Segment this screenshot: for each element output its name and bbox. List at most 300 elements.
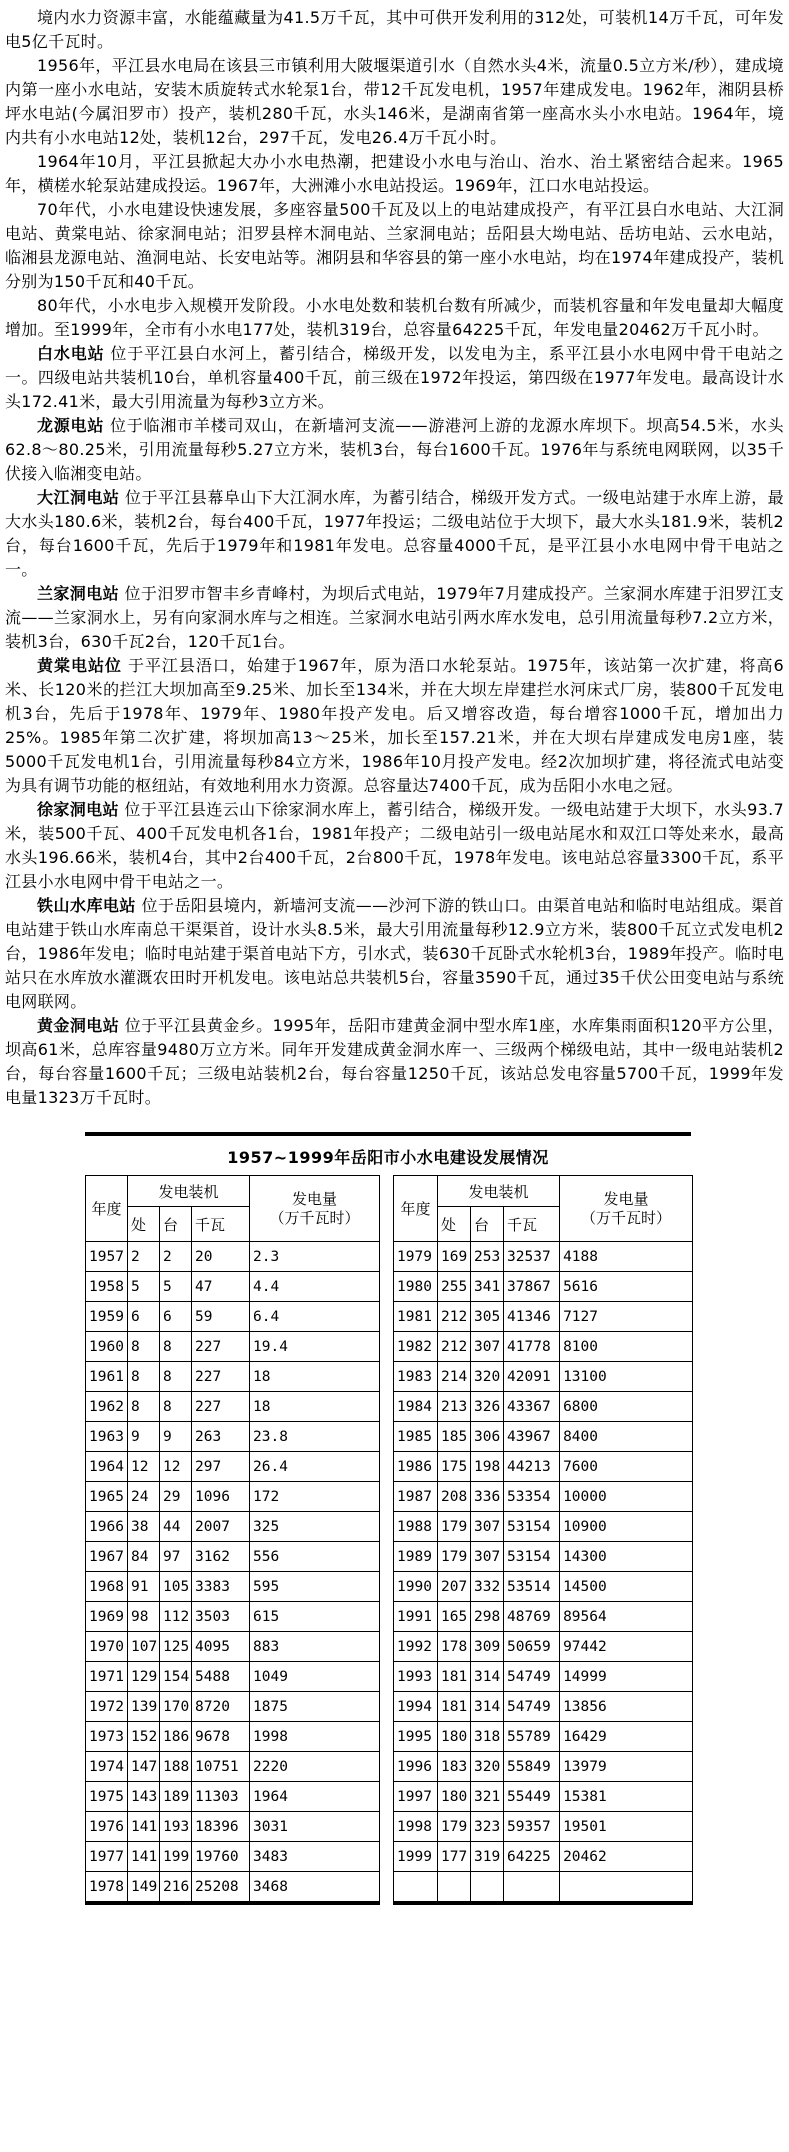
value-cell: 341 [471, 1272, 504, 1302]
table-row [86, 1392, 380, 1422]
value-cell: 13856 [560, 1692, 693, 1722]
paragraph: 80年代，小水电步入规模开发阶段。小水电处数和装机台数有所减少，而装机容量和年发电量却大幅度增加。至1999年，全市有小水电177处，装机319台，总容量64225千瓦，年发电量20462万千瓦小时。 [5, 296, 784, 339]
value-cell: 55789 [504, 1722, 560, 1752]
value-cell: 149 [128, 1872, 160, 1904]
value-cell: 25208 [192, 1872, 250, 1904]
year-cell: 1960 [86, 1332, 128, 1362]
value-cell: 1998 [250, 1722, 380, 1752]
value-cell: 180 [438, 1782, 471, 1812]
value-cell: 152 [128, 1722, 160, 1752]
header-year: 年度 [86, 1176, 128, 1242]
value-cell: 208 [438, 1482, 471, 1512]
value-cell: 32537 [504, 1242, 560, 1272]
value-cell: 199 [160, 1842, 192, 1872]
value-cell: 306 [471, 1422, 504, 1452]
table-row [86, 1782, 380, 1812]
value-cell: 320 [471, 1362, 504, 1392]
value-cell: 15381 [560, 1782, 693, 1812]
value-cell: 8 [160, 1362, 192, 1392]
value-cell: 216 [160, 1872, 192, 1904]
value-cell: 6 [128, 1302, 160, 1332]
value-cell: 12 [128, 1452, 160, 1482]
table-row [394, 1662, 693, 1692]
value-cell: 193 [160, 1812, 192, 1842]
table-body-left [86, 1242, 380, 1904]
table-row [394, 1812, 693, 1842]
header-output [250, 1176, 380, 1242]
value-cell: 307 [471, 1542, 504, 1572]
value-cell: 59357 [504, 1812, 560, 1842]
value-cell: 305 [471, 1302, 504, 1332]
table-row [86, 1752, 380, 1782]
year-cell: 1969 [86, 1602, 128, 1632]
value-cell: 44213 [504, 1452, 560, 1482]
table-row [86, 1692, 380, 1722]
year-cell: 1982 [394, 1332, 438, 1362]
table-row [394, 1872, 693, 1904]
year-cell: 1988 [394, 1512, 438, 1542]
value-cell: 181 [438, 1662, 471, 1692]
value-cell [504, 1872, 560, 1904]
value-cell: 16429 [560, 1722, 693, 1752]
year-cell: 1977 [86, 1842, 128, 1872]
value-cell: 4188 [560, 1242, 693, 1272]
value-cell: 213 [438, 1392, 471, 1422]
header-output-line1: 发电量 [603, 1189, 649, 1208]
year-cell: 1966 [86, 1512, 128, 1542]
year-cell [394, 1872, 438, 1904]
value-cell: 43967 [504, 1422, 560, 1452]
value-cell [438, 1872, 471, 1904]
value-cell: 318 [471, 1722, 504, 1752]
year-cell: 1989 [394, 1542, 438, 1572]
value-cell: 556 [250, 1542, 380, 1572]
value-cell: 227 [192, 1392, 250, 1422]
paragraph: 龙源电站 位于临湘市羊楼司双山，在新墙河支流——游港河上游的龙源水库坝下。坝高54.5米，水头62.8～80.25米，引用流量每秒5.27立方米，装机3台，每台1600千瓦。1976年与系统电网联网，以35千伏接入临湘变电站。 [5, 416, 784, 483]
table-title: 1957~1999年岳阳市小水电建设发展情况 [227, 1148, 549, 1167]
value-cell: 53514 [504, 1572, 560, 1602]
value-cell: 91 [128, 1572, 160, 1602]
value-cell: 325 [250, 1512, 380, 1542]
year-cell: 1974 [86, 1752, 128, 1782]
value-cell: 6800 [560, 1392, 693, 1422]
year-cell: 1984 [394, 1392, 438, 1422]
value-cell: 3031 [250, 1812, 380, 1842]
value-cell: 10000 [560, 1482, 693, 1512]
station-name: 兰家洞电站 [37, 584, 120, 603]
value-cell: 55449 [504, 1782, 560, 1812]
value-cell: 298 [471, 1602, 504, 1632]
header-kw: 千瓦 [504, 1207, 560, 1242]
value-cell: 18 [250, 1392, 380, 1422]
value-cell: 8 [128, 1362, 160, 1392]
value-cell: 309 [471, 1632, 504, 1662]
header-units: 处 [438, 1207, 471, 1242]
value-cell: 10751 [192, 1752, 250, 1782]
year-cell: 1993 [394, 1662, 438, 1692]
value-cell: 9678 [192, 1722, 250, 1752]
table-row [394, 1362, 693, 1392]
value-cell: 5616 [560, 1272, 693, 1302]
year-cell: 1987 [394, 1482, 438, 1512]
year-cell: 1997 [394, 1782, 438, 1812]
value-cell: 14500 [560, 1572, 693, 1602]
value-cell: 169 [438, 1242, 471, 1272]
value-cell: 11303 [192, 1782, 250, 1812]
year-cell: 1992 [394, 1632, 438, 1662]
year-cell: 1976 [86, 1812, 128, 1842]
table-row [394, 1332, 693, 1362]
station-name: 白水电站 [37, 344, 105, 363]
table-row [394, 1572, 693, 1602]
value-cell: 147 [128, 1752, 160, 1782]
value-cell: 54749 [504, 1662, 560, 1692]
table-row [86, 1302, 380, 1332]
year-cell: 1958 [86, 1272, 128, 1302]
value-cell: 64225 [504, 1842, 560, 1872]
table-row [394, 1482, 693, 1512]
year-cell: 1962 [86, 1392, 128, 1422]
value-cell: 53154 [504, 1542, 560, 1572]
data-table-left [85, 1175, 380, 1905]
value-cell: 12 [160, 1452, 192, 1482]
year-cell: 1990 [394, 1572, 438, 1602]
value-cell: 29 [160, 1482, 192, 1512]
year-cell: 1981 [394, 1302, 438, 1332]
year-cell: 1972 [86, 1692, 128, 1722]
table-row [394, 1602, 693, 1632]
table-row [394, 1272, 693, 1302]
year-cell: 1968 [86, 1572, 128, 1602]
header-output-line2: （万千瓦时） [269, 1208, 360, 1227]
value-cell: 55849 [504, 1752, 560, 1782]
value-cell: 207 [438, 1572, 471, 1602]
year-cell: 1980 [394, 1272, 438, 1302]
value-cell: 180 [438, 1722, 471, 1752]
table-row [394, 1422, 693, 1452]
value-cell: 20 [192, 1242, 250, 1272]
value-cell: 8 [160, 1392, 192, 1422]
value-cell: 8100 [560, 1332, 693, 1362]
value-cell: 255 [438, 1272, 471, 1302]
header-output-line1: 发电量 [292, 1189, 338, 1208]
value-cell: 5488 [192, 1662, 250, 1692]
value-cell: 3468 [250, 1872, 380, 1904]
value-cell: 595 [250, 1572, 380, 1602]
value-cell: 179 [438, 1512, 471, 1542]
year-cell: 1994 [394, 1692, 438, 1722]
table-row [86, 1842, 380, 1872]
value-cell: 125 [160, 1632, 192, 1662]
value-cell: 53154 [504, 1512, 560, 1542]
value-cell: 8 [160, 1332, 192, 1362]
table-row [86, 1332, 380, 1362]
year-cell: 1975 [86, 1782, 128, 1812]
value-cell: 112 [160, 1602, 192, 1632]
year-cell: 1986 [394, 1452, 438, 1482]
value-cell: 186 [160, 1722, 192, 1752]
header-capacity-group: 发电装机 [438, 1176, 560, 1207]
table-row [86, 1572, 380, 1602]
value-cell: 179 [438, 1542, 471, 1572]
value-cell: 8 [128, 1332, 160, 1362]
value-cell: 214 [438, 1362, 471, 1392]
table-row [394, 1452, 693, 1482]
value-cell: 307 [471, 1512, 504, 1542]
year-cell: 1965 [86, 1482, 128, 1512]
value-cell: 154 [160, 1662, 192, 1692]
header-year: 年度 [394, 1176, 438, 1242]
year-cell: 1978 [86, 1872, 128, 1904]
year-cell: 1995 [394, 1722, 438, 1752]
value-cell: 13100 [560, 1362, 693, 1392]
value-cell: 5 [128, 1272, 160, 1302]
data-table-right [393, 1175, 693, 1905]
value-cell: 26.4 [250, 1452, 380, 1482]
value-cell: 297 [192, 1452, 250, 1482]
table-row [86, 1422, 380, 1452]
table-row [86, 1482, 380, 1512]
table-row [394, 1392, 693, 1422]
paragraph: 1964年10月，平江县掀起大办小水电热潮，把建设小水电与治山、治水、治土紧密结合起来。1965年，横槎水轮泵站建成投运。1967年，大洲滩小水电站投运。1969年，江口水电站投运。 [5, 152, 784, 195]
value-cell: 188 [160, 1752, 192, 1782]
value-cell: 18 [250, 1362, 380, 1392]
table-header-right [394, 1176, 693, 1242]
value-cell: 89564 [560, 1602, 693, 1632]
value-cell: 14300 [560, 1542, 693, 1572]
year-cell: 1957 [86, 1242, 128, 1272]
value-cell: 165 [438, 1602, 471, 1632]
value-cell: 3383 [192, 1572, 250, 1602]
year-cell: 1979 [394, 1242, 438, 1272]
value-cell: 1964 [250, 1782, 380, 1812]
table-row [86, 1542, 380, 1572]
value-cell: 10900 [560, 1512, 693, 1542]
table-body-right [394, 1242, 693, 1904]
value-cell: 37867 [504, 1272, 560, 1302]
value-cell: 19501 [560, 1812, 693, 1842]
value-cell: 7600 [560, 1452, 693, 1482]
value-cell: 319 [471, 1842, 504, 1872]
value-cell: 2 [160, 1242, 192, 1272]
paragraph: 大江洞电站 位于平江县幕阜山下大江洞水库，为蓄引结合，梯级开发方式。一级电站建于水库上游，最大水头180.6米，装机2台，每台400千瓦，1977年投运；二级电站位于大坝下，最大水头181.9米，装机2台，每台1600千瓦，先后于1979年和1981年发电。总容量4000千瓦，是平江县小水电网中骨干电站之一。 [5, 488, 784, 579]
year-cell: 1991 [394, 1602, 438, 1632]
value-cell: 97442 [560, 1632, 693, 1662]
value-cell: 14999 [560, 1662, 693, 1692]
paragraph: 境内水力资源丰富，水能蕴藏量为41.5万千瓦，其中可供开发利用的312处，可装机14万千瓦，可年发电5亿千瓦时。 [5, 8, 784, 51]
table-row [86, 1812, 380, 1842]
header-kw: 千瓦 [192, 1207, 250, 1242]
header-output-line2: （万千瓦时） [581, 1208, 672, 1227]
value-cell: 2.3 [250, 1242, 380, 1272]
year-cell: 1963 [86, 1422, 128, 1452]
table-row [86, 1242, 380, 1272]
table-row [394, 1722, 693, 1752]
table-row [86, 1362, 380, 1392]
station-name: 黄棠电站位 [37, 656, 122, 675]
table-row [394, 1542, 693, 1572]
paragraph: 黄棠电站位 于平江县浯口，始建于1967年，原为浯口水轮泵站。1975年，该站第一次扩建，将高6米、长120米的拦江大坝加高至9.25米、加长至134米，并在大坝左岸建拦水河床式厂房，装800千瓦发电机3台，先后于1978年、1979年、1980年投产发电。后又增容改造，每台增容1000千瓦，增加出力25%。1985年第二次扩建，将坝加高13～25米，加长至157.21米，并在大坝右岸建成发电房1座，装5000千瓦发电机1台，引用流量每秒84立方米，1986年10月投产发电。经2次加坝扩建，将径流式电站变为具有调节功能的枢纽站，有效地利用水力资源。总容量达7400千瓦，成为岳阳小水电之冠。 [5, 656, 784, 795]
table-row [394, 1242, 693, 1272]
value-cell: 615 [250, 1602, 380, 1632]
table-row [86, 1602, 380, 1632]
paragraph: 铁山水库电站 位于岳阳县境内，新墙河支流——沙河下游的铁山口。由渠首电站和临时电站组成。渠首电站建于铁山水库南总干渠渠首，设计水头8.5米，最大引用流量每秒12.9立方米，装800千瓦立式发电机2台，1986年发电；临时电站建于渠首电站下方，引水式，装630千瓦卧式水轮机3台，1989年投产。临时电站只在水库放水灌溉农田时开机发电。该电站总共装机5台，容量3590千瓦，通过35千伏公田变电站与系统电网联网。 [5, 896, 784, 1011]
value-cell: 42091 [504, 1362, 560, 1392]
value-cell: 107 [128, 1632, 160, 1662]
value-cell: 307 [471, 1332, 504, 1362]
station-name: 大江洞电站 [37, 488, 120, 507]
paragraph: 70年代，小水电建设快速发展，多座容量500千瓦及以上的电站建成投产，有平江县白水电站、大江洞电站、黄棠电站、徐家洞电站；汨罗县梓木洞电站、兰家洞电站；岳阳县大坳电站、岳坊电站、云水电站，临湘县龙源电站、渔洞电站、长安电站等。湘阴县和华容县的第一座小水电站，均在1974年建成投产，装机分别为150千瓦和40千瓦。 [5, 200, 784, 291]
value-cell: 263 [192, 1422, 250, 1452]
value-cell: 2007 [192, 1512, 250, 1542]
value-cell: 3162 [192, 1542, 250, 1572]
table-section [85, 1132, 691, 1905]
value-cell: 97 [160, 1542, 192, 1572]
value-cell: 41778 [504, 1332, 560, 1362]
year-cell: 1959 [86, 1302, 128, 1332]
value-cell: 53354 [504, 1482, 560, 1512]
table-row [394, 1782, 693, 1812]
value-cell: 9 [160, 1422, 192, 1452]
year-cell: 1967 [86, 1542, 128, 1572]
table-row [86, 1722, 380, 1752]
table-header-left [86, 1176, 380, 1242]
value-cell: 212 [438, 1332, 471, 1362]
value-cell: 8720 [192, 1692, 250, 1722]
value-cell: 50659 [504, 1632, 560, 1662]
value-cell: 47 [192, 1272, 250, 1302]
value-cell: 320 [471, 1752, 504, 1782]
year-cell: 1970 [86, 1632, 128, 1662]
value-cell: 326 [471, 1392, 504, 1422]
value-cell: 4095 [192, 1632, 250, 1662]
year-cell: 1964 [86, 1452, 128, 1482]
table-row [86, 1632, 380, 1662]
value-cell: 84 [128, 1542, 160, 1572]
value-cell: 8400 [560, 1422, 693, 1452]
header-units: 处 [128, 1207, 160, 1242]
station-name: 黄金洞电站 [37, 1016, 120, 1035]
value-cell: 43367 [504, 1392, 560, 1422]
header-sets: 台 [471, 1207, 504, 1242]
value-cell: 179 [438, 1812, 471, 1842]
table-pair [85, 1175, 691, 1905]
article-text [5, 6, 784, 1110]
value-cell: 13979 [560, 1752, 693, 1782]
value-cell: 38 [128, 1512, 160, 1542]
value-cell: 2 [128, 1242, 160, 1272]
value-cell: 175 [438, 1452, 471, 1482]
station-name: 徐家洞电站 [37, 800, 119, 819]
paragraph: 徐家洞电站 位于平江县连云山下徐家洞水库上，蓄引结合，梯级开发。一级电站建于大坝下，水头93.7米，装500千瓦、400千瓦发电机各1台，1981年投产；二级电站引一级电站尾水和双江口等处来水，最高水头196.66米，装机4台，其中2台400千瓦，2台800千瓦，1978年发电。该电站总容量3300千瓦，系平江县小水电网中骨干电站之一。 [5, 800, 784, 891]
value-cell [471, 1872, 504, 1904]
value-cell: 323 [471, 1812, 504, 1842]
value-cell: 19760 [192, 1842, 250, 1872]
value-cell: 189 [160, 1782, 192, 1812]
year-cell: 1996 [394, 1752, 438, 1782]
value-cell: 177 [438, 1842, 471, 1872]
value-cell: 8 [128, 1392, 160, 1422]
value-cell: 314 [471, 1662, 504, 1692]
value-cell: 2220 [250, 1752, 380, 1782]
year-cell: 1999 [394, 1842, 438, 1872]
year-cell: 1985 [394, 1422, 438, 1452]
value-cell: 198 [471, 1452, 504, 1482]
value-cell: 139 [128, 1692, 160, 1722]
value-cell: 212 [438, 1302, 471, 1332]
table-row [394, 1842, 693, 1872]
header-capacity-group: 发电装机 [128, 1176, 250, 1207]
value-cell: 5 [160, 1272, 192, 1302]
value-cell: 44 [160, 1512, 192, 1542]
value-cell: 141 [128, 1842, 160, 1872]
value-cell: 24 [128, 1482, 160, 1512]
year-cell: 1973 [86, 1722, 128, 1752]
value-cell: 141 [128, 1812, 160, 1842]
value-cell: 170 [160, 1692, 192, 1722]
value-cell: 18396 [192, 1812, 250, 1842]
value-cell: 181 [438, 1692, 471, 1722]
header-sets: 台 [160, 1207, 192, 1242]
value-cell: 227 [192, 1362, 250, 1392]
value-cell: 20462 [560, 1842, 693, 1872]
station-name: 铁山水库电站 [37, 896, 136, 915]
value-cell: 6.4 [250, 1302, 380, 1332]
value-cell: 105 [160, 1572, 192, 1602]
value-cell: 332 [471, 1572, 504, 1602]
value-cell: 321 [471, 1782, 504, 1812]
year-cell: 1961 [86, 1362, 128, 1392]
table-row [86, 1872, 380, 1904]
station-name: 龙源电站 [37, 416, 105, 435]
value-cell: 4.4 [250, 1272, 380, 1302]
table-row [86, 1272, 380, 1302]
table-row [394, 1512, 693, 1542]
value-cell: 98 [128, 1602, 160, 1632]
value-cell: 129 [128, 1662, 160, 1692]
paragraph: 白水电站 位于平江县白水河上，蓄引结合，梯级开发，以发电为主，系平江县小水电网中骨干电站之一。四级电站共装机10台，单机容量400千瓦，前三级在1972年投运，第四级在1977年发电。最高设计水头172.41米，最大引用流量为每秒3立方米。 [5, 344, 784, 411]
value-cell: 54749 [504, 1692, 560, 1722]
value-cell: 1049 [250, 1662, 380, 1692]
value-cell: 3483 [250, 1842, 380, 1872]
table-row [86, 1512, 380, 1542]
value-cell: 183 [438, 1752, 471, 1782]
year-cell: 1983 [394, 1362, 438, 1392]
value-cell: 314 [471, 1692, 504, 1722]
paragraph: 1956年，平江县水电局在该县三市镇利用大陂堰渠道引水（自然水头4米，流量0.5立方米/秒），建成境内第一座小水电站，安装木质旋转式水轮泵1台，带12千瓦发电机，1957年建成发电。1962年，湘阴县桥坪水电站(今属汨罗市）投产，装机280千瓦，水头146米，是湖南省第一座高水头小水电站。1964年，境内共有小水电站12处，装机12台，297千瓦，发电26.4万千瓦小时。 [5, 56, 784, 147]
value-cell: 48769 [504, 1602, 560, 1632]
value-cell: 227 [192, 1332, 250, 1362]
table-row [394, 1692, 693, 1722]
paragraph: 黄金洞电站 位于平江县黄金乡。1995年，岳阳市建黄金洞中型水库1座，水库集雨面积120平方公里，坝高61米，总库容量9480万立方米。同年开发建成黄金洞水库一、三级两个梯级电站，其中一级电站装机2台，每台容量1600千瓦；三级电站装机2台，每台容量1250千瓦，该站总发电容量5700千瓦，1999年发电量1323万千瓦时。 [5, 1016, 784, 1107]
value-cell: 6 [160, 1302, 192, 1332]
value-cell: 178 [438, 1632, 471, 1662]
value-cell: 7127 [560, 1302, 693, 1332]
value-cell: 1096 [192, 1482, 250, 1512]
table-row [394, 1752, 693, 1782]
table-row [86, 1662, 380, 1692]
value-cell: 19.4 [250, 1332, 380, 1362]
value-cell: 883 [250, 1632, 380, 1662]
value-cell: 23.8 [250, 1422, 380, 1452]
value-cell: 253 [471, 1242, 504, 1272]
value-cell: 185 [438, 1422, 471, 1452]
value-cell: 172 [250, 1482, 380, 1512]
table-row [86, 1452, 380, 1482]
year-cell: 1998 [394, 1812, 438, 1842]
table-row [394, 1632, 693, 1662]
paragraph: 兰家洞电站 位于汨罗市智丰乡青峰村，为坝后式电站，1979年7月建成投产。兰家洞水库建于汨罗江支流——兰家洞水上，另有向家洞水库与之相连。兰家洞水电站引两水库水发电，总引用流量每秒7.2立方米，装机3台，630千瓦2台，120千瓦1台。 [5, 584, 784, 651]
